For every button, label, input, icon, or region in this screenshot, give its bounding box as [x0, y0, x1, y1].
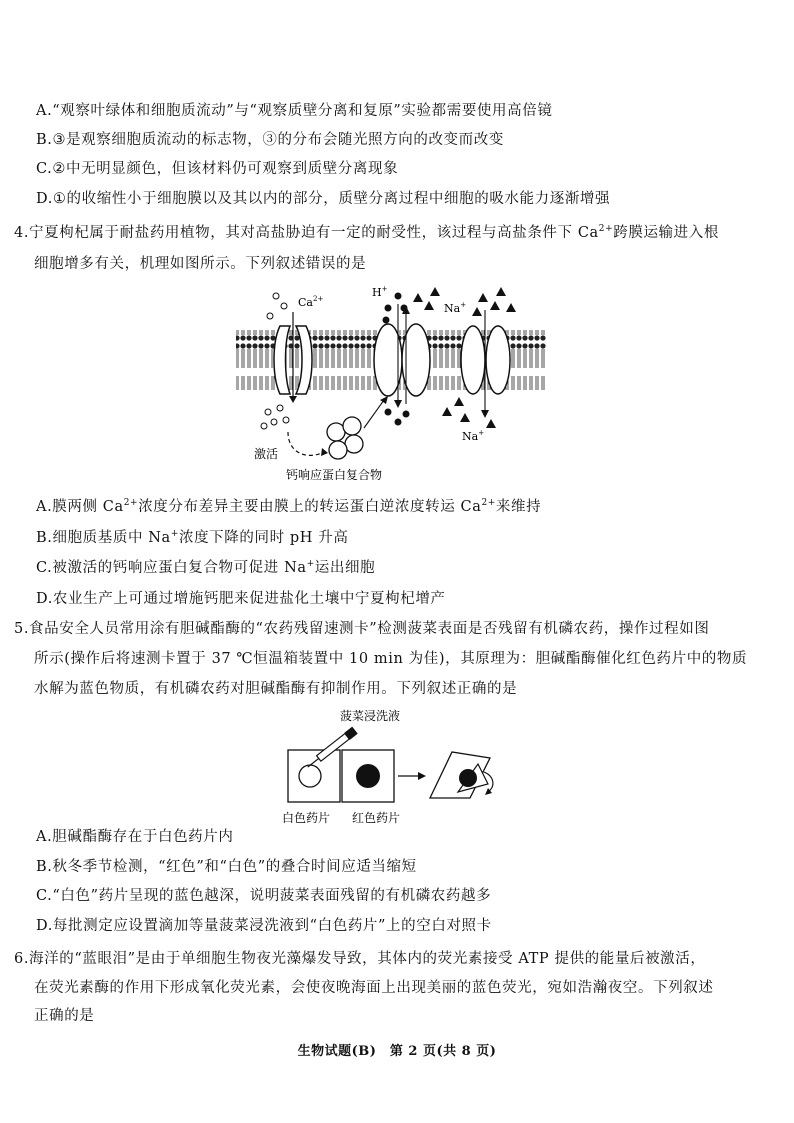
q4-option-d: D.农业生产上可通过增施钙肥来促进盐化土壤中宁夏枸杞增产 — [36, 591, 446, 607]
q4-option-c: C.被激活的钙响应蛋白复合物可促进 Na+运出细胞 — [36, 559, 376, 576]
q3-option-b: B.③是观察细胞质流动的标志物，③的分布会随光照方向的改变而改变 — [36, 132, 504, 148]
q4-stem-line-2: 细胞增多有关，机理如图所示。下列叙述错误的是 — [34, 256, 367, 272]
q6-stem-line-1: 6.海洋的“蓝眼泪”是由于单细胞生物夜光藻爆发导致，其体内的荧光素接受 ATP 提供的能量后被激活， — [14, 951, 706, 967]
q5-stem-line-3: 水解为蓝色物质，有机磷农药对胆碱酯酶有抑制作用。下列叙述正确的是 — [34, 681, 518, 697]
na-label-bottom: Na+ — [462, 429, 485, 443]
na-label-top: Na+ — [444, 301, 467, 315]
activate-label: 激活 — [254, 447, 279, 461]
red-pad-label: 红色药片 — [352, 811, 401, 825]
test-card-figure — [282, 706, 512, 828]
q3-option-a: A.“观察叶绿体和细胞质流动”与“观察质壁分离和复原”实验都需要使用高倍镜 — [36, 103, 553, 119]
membrane-transport-figure — [228, 282, 558, 480]
ca-label: $Ca^{2+}$ — [298, 295, 324, 309]
q3-option-c: C.②中无明显颜色，但该材料仍可观察到质壁分离现象 — [36, 161, 399, 177]
q4-option-a: A.膜两侧 $Ca^{2+}$浓度分布差异主要由膜上的转运蛋白逆浓度转运 $Ca^{2+}$来维持 — [36, 498, 542, 515]
wash-label: 菠菜浸洗液 — [340, 709, 401, 723]
h-label: H+ — [372, 285, 388, 299]
q4-stem-line-1: 4.宁夏枸杞属于耐盐药用植物，其对高盐胁迫有一定的耐受性，该过程与高盐条件下 $Ca^{2+}$跨膜运输进入根 — [14, 224, 719, 241]
q5-option-d: D.每批测定应设置滴加等量菠菜浸洗液到“白色药片”上的空白对照卡 — [36, 918, 492, 934]
page-footer: 生物试题(B) 第 2 页(共 8 页) — [297, 1044, 497, 1059]
white-pad-label: 白色药片 — [282, 811, 331, 825]
q5-stem-line-1: 5.食品安全人员常用涂有胆碱酯酶的“农药残留速测卡”检测菠菜表面是否残留有机磷农药，操作过程如图 — [14, 621, 710, 637]
q5-stem-line-2: 所示(操作后将速测卡置于 37 ℃恒温箱装置中 10 min 为佳)，其原理为：胆碱酯酶催化红色药片中的物质 — [34, 651, 748, 667]
q6-stem-line-3: 正确的是 — [34, 1008, 95, 1024]
q5-option-a: A.胆碱酯酶存在于白色药片内 — [36, 829, 234, 845]
q5-option-c: C.“白色”药片呈现的蓝色越深，说明菠菜表面残留的有机磷农药越多 — [36, 888, 492, 904]
q3-option-d: D.①的收缩性小于细胞膜以及其以内的部分，质壁分离过程中细胞的吸水能力逐渐增强 — [36, 191, 611, 207]
q5-option-b: B.秋冬季节检测，“红色”和“白色”的叠合时间应适当缩短 — [36, 859, 417, 875]
q6-stem-line-2: 在荧光素酶的作用下形成氧化荧光素，会使夜晚海面上出现美丽的蓝色荧光，宛如浩瀚夜空。下列叙述 — [34, 980, 714, 996]
q4-option-b: B.细胞质基质中 Na+浓度下降的同时 pH 升高 — [36, 529, 349, 546]
complex-caption: 钙响应蛋白复合物 — [286, 468, 383, 480]
